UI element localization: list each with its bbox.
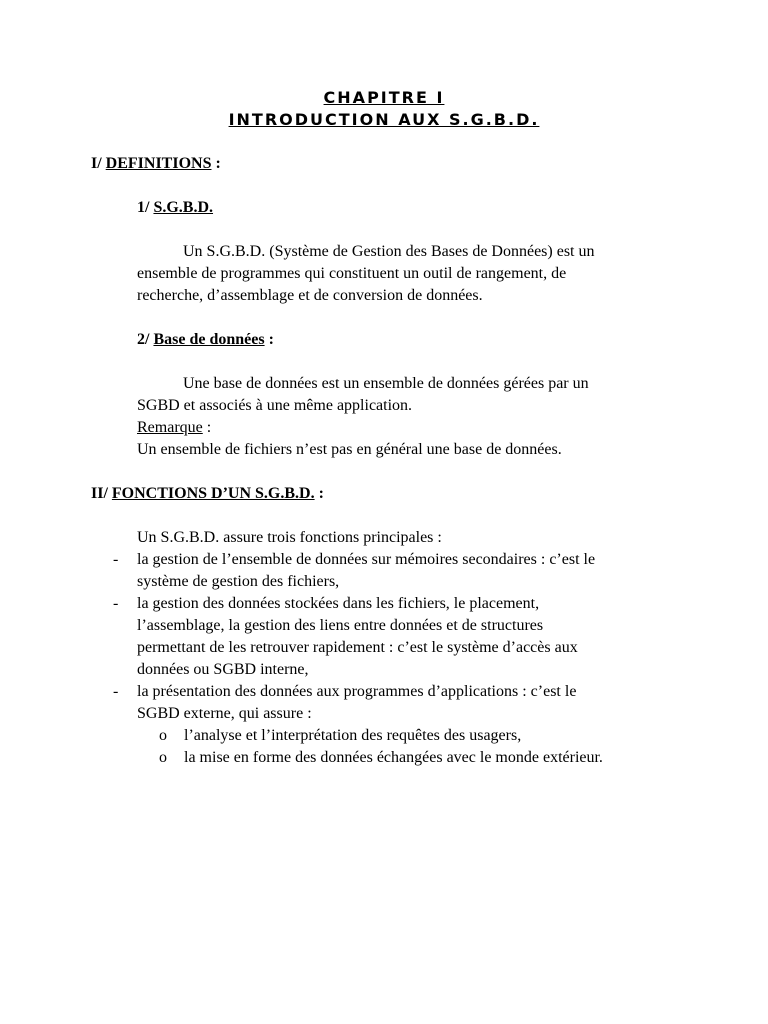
remark-heading	[137, 417, 211, 439]
circle-bullet-marker: o	[159, 749, 167, 766]
section-1-number: I/	[91, 155, 106, 172]
dash-bullet-marker: -	[113, 595, 119, 612]
chapter-title: CHAPITRE I	[323, 88, 445, 107]
chapter-subtitle: INTRODUCTION AUX S.G.B.D.	[228, 110, 540, 129]
list-item-line: la présentation des données aux programmes d’applications : c’est le	[137, 683, 577, 700]
section-2-heading	[91, 483, 324, 505]
paragraph-line: ensemble de programmes qui constituent un outil de rangement, de	[137, 265, 567, 282]
section-2-title: FONCTIONS D’UN S.G.B.D.	[111, 485, 315, 502]
paragraph-line: recherche, d’assemblage et de conversion de données.	[137, 287, 483, 304]
paragraph-line: Un S.G.B.D. (Système de Gestion des Bases de Données) est un	[183, 243, 595, 260]
remark-text: Un ensemble de fichiers n’est pas en général une base de données.	[137, 441, 562, 458]
section-1-suffix: :	[211, 155, 221, 172]
sub-list-item: la mise en forme des données échangées avec le monde extérieur.	[184, 749, 603, 766]
list-item-line: système de gestion des fichiers,	[137, 573, 340, 590]
subsection-2-heading	[137, 329, 274, 351]
list-item-line: SGBD externe, qui assure :	[137, 705, 312, 722]
section-1-heading	[91, 153, 221, 175]
list-item-line: la gestion de l’ensemble de données sur mémoires secondaires : c’est le	[137, 551, 596, 568]
section-2-intro: Un S.G.B.D. assure trois fonctions principales :	[137, 529, 442, 546]
section-1-title: DEFINITIONS	[105, 155, 212, 172]
circle-bullet-marker: o	[159, 727, 167, 744]
remark-label: Remarque	[137, 419, 203, 436]
paragraph-line: Une base de données est un ensemble de données gérées par un	[183, 375, 589, 392]
subsection-2-title: Base de données	[153, 331, 265, 348]
subsection-1-number: 1/	[137, 199, 154, 216]
subsection-1-heading	[137, 197, 213, 219]
subsection-1-title: S.G.B.D.	[153, 199, 214, 216]
remark-suffix: :	[202, 419, 212, 436]
dash-bullet-marker: -	[113, 551, 119, 568]
subsection-2-number: 2/	[137, 331, 154, 348]
dash-bullet-marker: -	[113, 683, 119, 700]
list-item-line: la gestion des données stockées dans les fichiers, le placement,	[137, 595, 540, 612]
section-2-suffix: :	[314, 485, 324, 502]
subsection-2-suffix: :	[264, 331, 274, 348]
section-2-number: II/	[91, 485, 112, 502]
sub-list-item: l’analyse et l’interprétation des requêtes des usagers,	[184, 727, 522, 744]
list-item-line: l’assemblage, la gestion des liens entre données et de structures	[137, 617, 544, 634]
paragraph-line: SGBD et associés à une même application.	[137, 397, 413, 414]
list-item-line: permettant de les retrouver rapidement : c’est le système d’accès aux	[137, 639, 578, 656]
list-item-line: données ou SGBD interne,	[137, 661, 309, 678]
